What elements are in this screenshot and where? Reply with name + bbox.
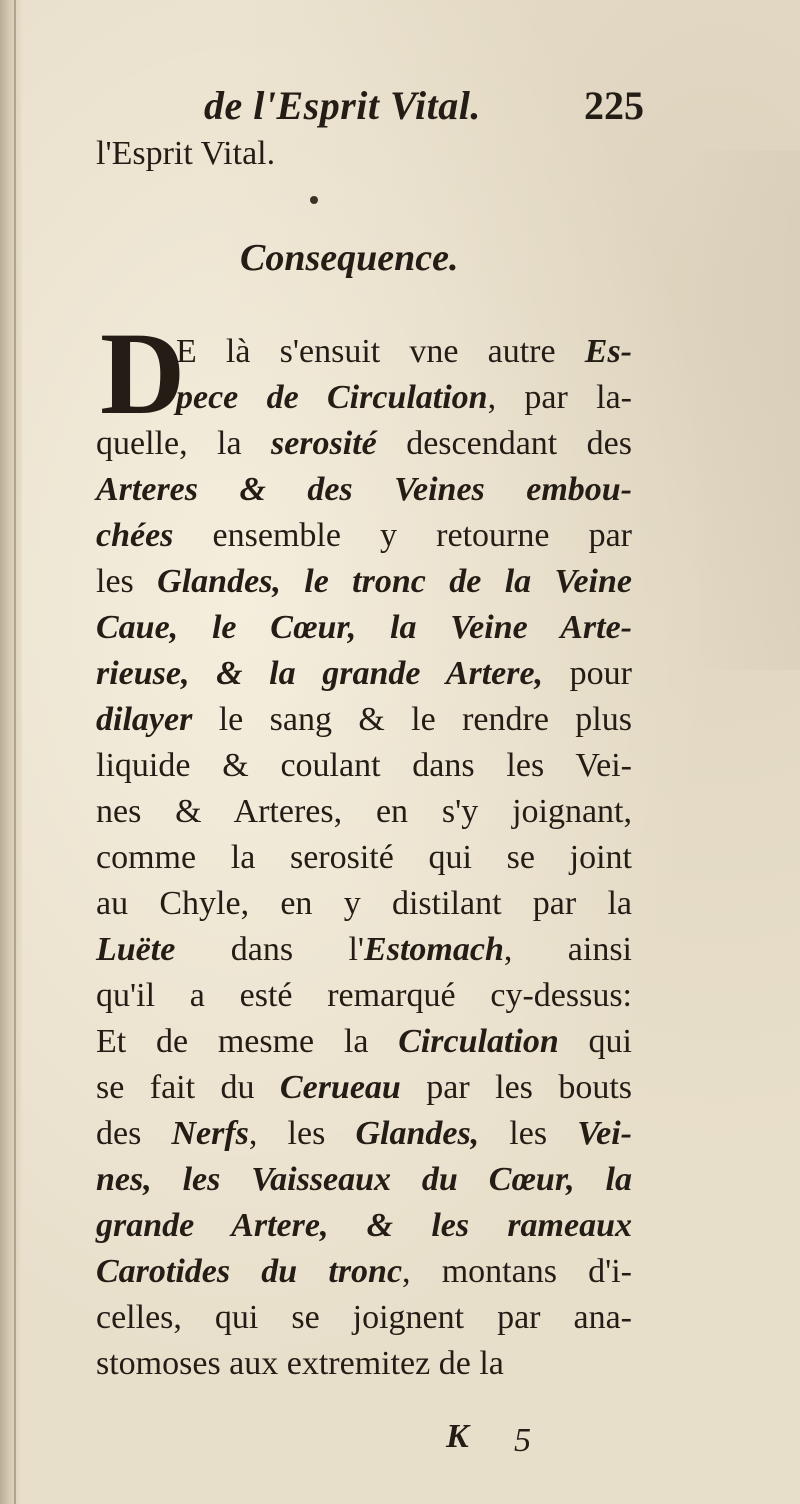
italic-run: Arteres & des Veines embou- (96, 471, 632, 508)
italic-run: Nerfs (171, 1115, 249, 1152)
roman-run: , par la- (487, 379, 632, 416)
drop-cap: D (100, 308, 186, 439)
italic-run: grande Artere, & les rameaux (96, 1207, 632, 1244)
roman-run: pour (543, 655, 632, 692)
roman-run: au Chyle, en y distilant par la (96, 885, 632, 922)
page-number: 225 (584, 83, 644, 128)
roman-run: descendant des (376, 425, 632, 462)
italic-run: Caue, le Cœur, la Veine Arte- (96, 609, 632, 646)
italic-run: Glandes, (355, 1115, 480, 1152)
italic-run: Vei- (577, 1115, 632, 1152)
page-header (204, 82, 644, 138)
italic-run: Carotides du tronc (96, 1253, 403, 1290)
roman-run: par les bouts (400, 1069, 632, 1106)
roman-run: stomoses aux extremitez de la (96, 1345, 504, 1382)
roman-run: celles, qui se joignent par ana- (96, 1299, 632, 1336)
roman-run: , montans d'i- (402, 1253, 632, 1290)
text-line (96, 652, 632, 696)
roman-run: qui (558, 1023, 632, 1060)
text-line (96, 1342, 632, 1386)
italic-run: Estomach (364, 931, 504, 968)
text-line (96, 1296, 632, 1340)
roman-run: Et de mesme la (96, 1023, 399, 1060)
roman-run: dans l' (175, 931, 365, 968)
italic-run: serosité (270, 425, 377, 462)
text-line (96, 422, 632, 466)
roman-run: les (479, 1115, 578, 1152)
text-line (96, 560, 632, 604)
roman-run: liquide & coulant dans les Vei- (96, 747, 632, 784)
italic-run: Circulation (398, 1023, 559, 1060)
roman-run: quelle, la (96, 425, 271, 462)
italic-run: rieuse, & la grande Artere, (96, 655, 544, 692)
text-line (96, 1204, 632, 1248)
roman-run: le sang & le rendre plus (192, 701, 632, 738)
text-line (96, 1066, 632, 1110)
roman-run: nes & Arteres, en s'y joignant, (96, 793, 632, 830)
running-title: de l'Esprit Vital. (204, 83, 481, 128)
roman-run: les (96, 563, 158, 600)
text-line (96, 790, 632, 834)
text-line (96, 698, 632, 742)
text-line (96, 1158, 632, 1202)
text-line (176, 330, 632, 374)
signature-mark: K (446, 1418, 469, 1455)
text-line (96, 468, 632, 512)
roman-run: comme la serosité qui se joint (96, 839, 632, 876)
text-line (96, 928, 632, 972)
roman-run: E là s'ensuit vne autre (176, 333, 585, 370)
italic-run: dilayer (96, 701, 193, 738)
italic-run: Glandes, le tronc de la Veine (157, 563, 632, 600)
italic-run: pece de Circulation (176, 379, 488, 416)
italic-run: nes, les Vaisseaux du Cœur, la (96, 1161, 632, 1198)
italic-run: Luëte (96, 931, 176, 968)
text-line (96, 1112, 632, 1156)
roman-run: qu'il a esté remarqué cy-dessus: (96, 977, 632, 1014)
page-gutter (0, 0, 22, 1504)
roman-run: se fait du (96, 1069, 280, 1106)
gutter-fold (14, 0, 16, 1504)
ink-spot (310, 196, 318, 204)
text-line (176, 376, 632, 420)
text-line (96, 836, 632, 880)
text-line (96, 1020, 632, 1064)
italic-run: Es- (584, 333, 632, 370)
roman-run: ensemble y retourne par (173, 517, 632, 554)
ink-bleed-through (690, 150, 800, 670)
roman-run: , ainsi (503, 931, 632, 968)
italic-run: chées (96, 517, 174, 554)
text-line (96, 882, 632, 926)
catchword: 5 (514, 1422, 531, 1459)
text-line (96, 744, 632, 788)
section-heading: Consequence. (240, 237, 459, 279)
carryover-line: l'Esprit Vital. (96, 135, 276, 172)
text-line (96, 1250, 632, 1294)
roman-run: , les (248, 1115, 356, 1152)
italic-run: Cerueau (279, 1069, 401, 1106)
text-line (96, 606, 632, 650)
roman-run: des (96, 1115, 172, 1152)
text-line (96, 514, 632, 558)
text-line (96, 974, 632, 1018)
